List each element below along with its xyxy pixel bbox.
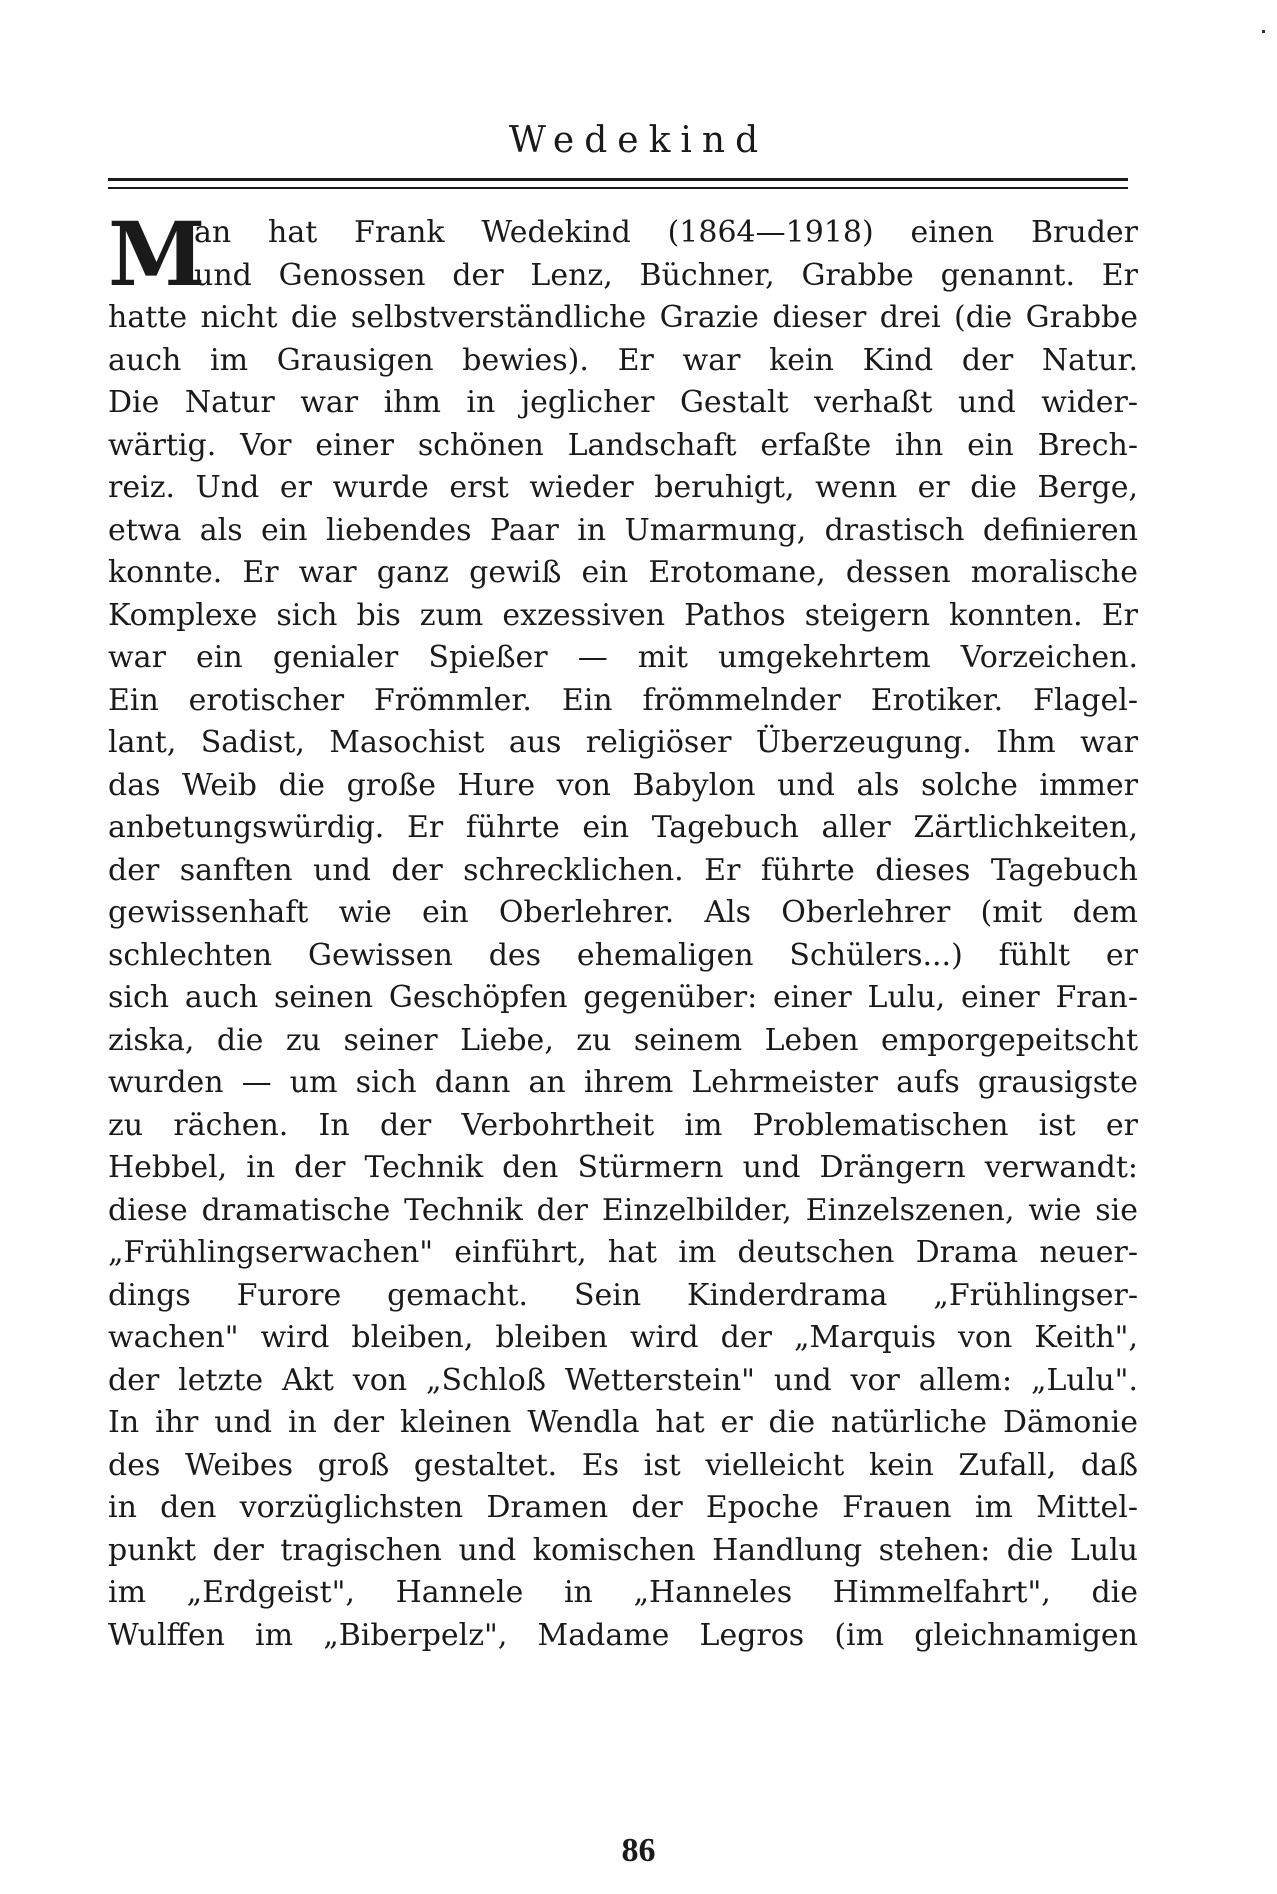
- text-line: der sanften und der schrecklichen. Er führte dieses Tagebuch: [108, 852, 1138, 888]
- text-line: „Frühlingserwachen" einführt, hat im deutschen Drama neuer-: [108, 1235, 1138, 1270]
- text-line: Ein erotischer Frömmler. Ein frömmelnder Erotiker. Flagel-: [108, 682, 1138, 718]
- body-text: [108, 202, 1138, 1657]
- text-line: wurden — um sich dann an ihrem Lehrmeister aufs grausigste: [108, 1065, 1138, 1100]
- text-line: etwa als ein liebendes Paar in Umarmung, drastisch definieren: [108, 512, 1138, 548]
- text-line: auch im Grausigen bewies). Er war kein Kind der Natur.: [108, 342, 1138, 378]
- text-line: in den vorzüglichsten Dramen der Epoche Frauen im Mittel-: [108, 1490, 1138, 1525]
- text-line: schlechten Gewissen des ehemaligen Schülers...) fühlt er: [108, 937, 1138, 973]
- text-line: der letzte Akt von „Schloß Wetterstein" und vor allem: „Lulu".: [108, 1362, 1138, 1398]
- header-rule-thin: [108, 187, 1128, 189]
- header-rule-thick: [108, 178, 1128, 181]
- text-line: dings Furore gemacht. Sein Kinderdrama „Frühlingser-: [108, 1277, 1138, 1313]
- text-line: wachen" wird bleiben, bleiben wird der „Marquis von Keith",: [108, 1320, 1138, 1355]
- text-line: reiz. Und er wurde erst wieder beruhigt, wenn er die Berge,: [108, 470, 1138, 505]
- text-line: im „Erdgeist", Hannele in „Hanneles Himmelfahrt", die: [108, 1575, 1138, 1610]
- text-line: sich auch seinen Geschöpfen gegenüber: einer Lulu, einer Fran-: [108, 980, 1138, 1015]
- text-line: anbetungswürdig. Er führte ein Tagebuch aller Zärtlichkeiten,: [108, 810, 1138, 845]
- text-line: das Weib die große Hure von Babylon und als solche immer: [108, 767, 1138, 803]
- running-title: Wedekind: [508, 120, 769, 161]
- text-line: Hebbel, in der Technik den Stürmern und Drängern verwandt:: [108, 1150, 1138, 1185]
- initial-spacer: [108, 212, 1138, 255]
- text-line: des Weibes groß gestaltet. Es ist vielleicht kein Zufall, daß: [108, 1447, 1138, 1483]
- text-line: punkt der tragischen und komischen Handlung stehen: die Lulu: [108, 1532, 1138, 1568]
- text-line: Komplexe sich bis zum exzessiven Pathos steigern konnten. Er: [108, 597, 1138, 633]
- text-line: zu rächen. In der Verbohrtheit im Problematischen ist er: [108, 1107, 1138, 1143]
- text-line: In ihr und in der kleinen Wendla hat er die natürliche Dämonie: [108, 1405, 1138, 1440]
- page-number: 86: [621, 1832, 656, 1869]
- text-line: gewissenhaft wie ein Oberlehrer. Als Oberlehrer (mit dem: [108, 895, 1138, 930]
- text-line: lant, Sadist, Masochist aus religiöser Überzeugung. Ihm war: [108, 725, 1138, 760]
- initial-spacer: [108, 255, 1138, 298]
- text-line: Wulffen im „Biberpelz", Madame Legros (im gleichnamigen: [108, 1617, 1138, 1653]
- text-line: wärtig. Vor einer schönen Landschaft erfaßte ihn ein Brech-: [108, 427, 1138, 463]
- text-line: Die Natur war ihm in jeglicher Gestalt verhaßt und wider-: [108, 385, 1138, 420]
- text-line: an hat Frank Wedekind (1864—1918) einen Bruder: [194, 215, 1138, 250]
- scan-speck: [1262, 30, 1265, 33]
- text-line: und Genossen der Lenz, Büchner, Grabbe genannt. Er: [194, 257, 1138, 293]
- drop-initial: M: [108, 202, 206, 306]
- text-line: war ein genialer Spießer — mit umgekehrtem Vorzeichen.: [108, 640, 1138, 675]
- text-line: hatte nicht die selbstverständliche Grazie dieser drei (die Grabbe: [108, 300, 1138, 335]
- text-line: konnte. Er war ganz gewiß ein Erotomane, dessen moralische: [108, 555, 1138, 590]
- text-line: ziska, die zu seiner Liebe, zu seinem Leben emporgepeitscht: [108, 1022, 1138, 1058]
- text-line: diese dramatische Technik der Einzelbilder, Einzelszenen, wie sie: [108, 1192, 1138, 1228]
